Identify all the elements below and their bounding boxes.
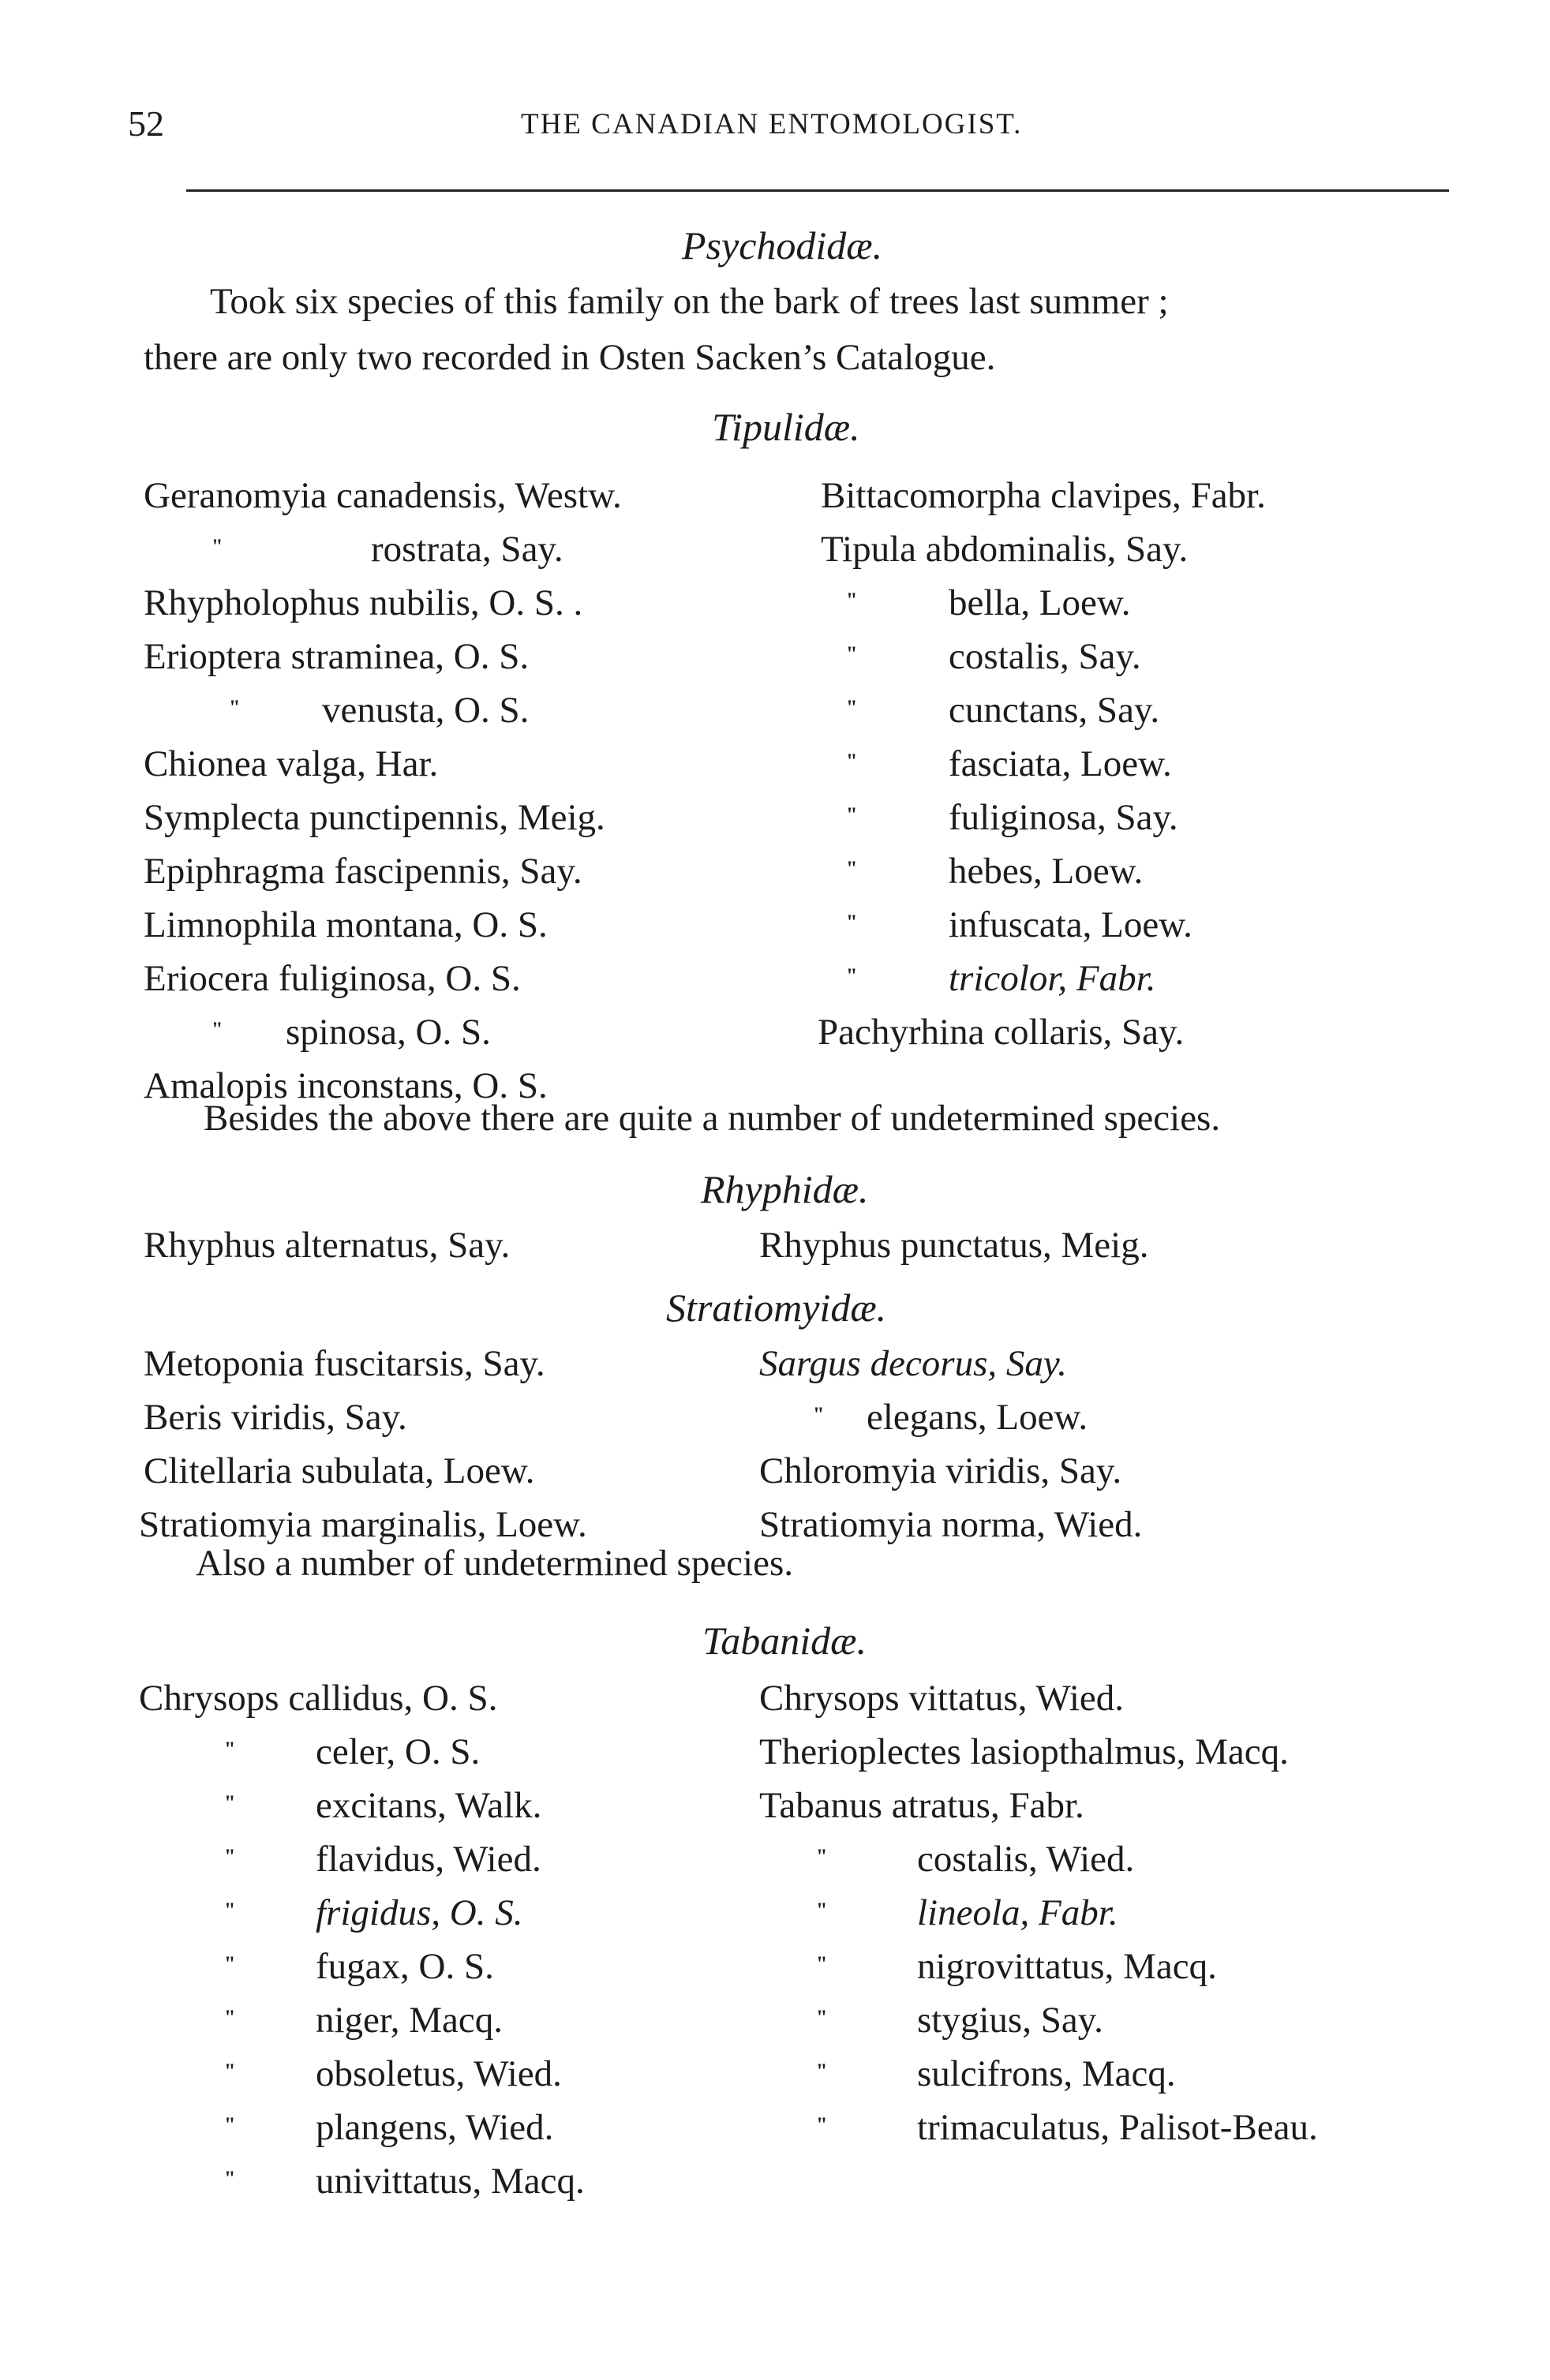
species-entry: Rhyphus punctatus, Meig. <box>759 1225 1149 1266</box>
species-entry: bella, Loew. <box>949 582 1131 623</box>
ditto-mark: " <box>224 1952 236 1975</box>
species-entry: Symplecta punctipennis, Meig. <box>144 797 605 838</box>
ditto-mark: " <box>846 857 858 880</box>
species-entry: rostrata, Say. <box>371 529 563 570</box>
species-entry: plangens, Wied. <box>316 2107 554 2148</box>
ditto-mark: " <box>816 1845 828 1868</box>
species-entry: fasciata, Loew. <box>949 743 1172 784</box>
species-entry: Geranomyia canadensis, Westw. <box>144 475 622 516</box>
ditto-mark: " <box>229 696 241 719</box>
header-rule <box>186 189 1449 192</box>
paragraph-line: Also a number of undetermined species. <box>196 1543 794 1584</box>
species-entry: trimaculatus, Palisot-Beau. <box>917 2107 1318 2148</box>
species-entry: Tabanus atratus, Fabr. <box>759 1785 1084 1826</box>
ditto-mark: " <box>846 589 858 612</box>
ditto-mark: " <box>212 535 223 558</box>
species-entry: Chionea valga, Har. <box>144 743 439 784</box>
species-entry: costalis, Say. <box>949 636 1141 677</box>
species-entry: Rhyphus alternatus, Say. <box>144 1225 511 1266</box>
ditto-mark: " <box>224 2167 236 2190</box>
species-entry: elegans, Loew. <box>867 1397 1088 1438</box>
species-entry: frigidus, O. S. <box>316 1892 523 1933</box>
ditto-mark: " <box>846 750 858 773</box>
section-heading-tabanidae: Tabanidæ. <box>702 1618 867 1663</box>
species-entry: nigrovittatus, Macq. <box>917 1946 1217 1987</box>
section-heading-stratiomyidae: Stratiomyidæ. <box>666 1285 887 1330</box>
species-entry: Eriocera fuliginosa, O. S. <box>144 958 521 999</box>
page-number: 52 <box>128 103 164 144</box>
section-heading-tipulidae: Tipulidæ. <box>712 405 860 449</box>
species-entry: Chloromyia viridis, Say. <box>759 1450 1122 1491</box>
ditto-mark: " <box>224 2006 236 2029</box>
species-entry: Epiphragma fascipennis, Say. <box>144 851 582 892</box>
species-entry: infuscata, Loew. <box>949 904 1192 945</box>
ditto-mark: " <box>816 2060 828 2082</box>
ditto-mark: " <box>816 1952 828 1975</box>
ditto-mark: " <box>816 2006 828 2029</box>
running-title: THE CANADIAN ENTOMOLOGIST. <box>521 108 1023 140</box>
species-entry: obsoletus, Wied. <box>316 2053 562 2094</box>
species-entry: Erioptera straminea, O. S. <box>144 636 530 677</box>
species-entry: univittatus, Macq. <box>316 2161 585 2202</box>
species-entry: Chrysops vittatus, Wied. <box>759 1678 1125 1719</box>
ditto-mark: " <box>224 1899 236 1922</box>
species-entry: Beris viridis, Say. <box>144 1397 407 1438</box>
species-entry: celer, O. S. <box>316 1731 481 1772</box>
species-entry: cunctans, Say. <box>949 690 1160 731</box>
ditto-mark: " <box>816 2113 828 2136</box>
species-entry: niger, Macq. <box>316 2000 503 2041</box>
ditto-mark: " <box>813 1403 825 1426</box>
ditto-mark: " <box>224 1738 236 1761</box>
species-entry: sulcifrons, Macq. <box>917 2053 1176 2094</box>
species-entry: Sargus decorus, Say. <box>759 1343 1067 1384</box>
section-heading-rhyphidae: Rhyphidæ. <box>701 1167 869 1211</box>
species-entry: venusta, O. S. <box>322 690 530 731</box>
species-entry: Limnophila montana, O. S. <box>144 904 548 945</box>
species-entry: costalis, Wied. <box>917 1839 1135 1880</box>
species-entry: Clitellaria subulata, Loew. <box>144 1450 535 1491</box>
ditto-mark: " <box>224 2060 236 2082</box>
species-entry: Therioplectes lasiopthalmus, Macq. <box>759 1731 1289 1772</box>
species-entry: Tipula abdominalis, Say. <box>821 529 1189 570</box>
species-entry: Chrysops callidus, O. S. <box>139 1678 498 1719</box>
species-entry: excitans, Walk. <box>316 1785 542 1826</box>
species-entry: Rhypholophus nubilis, O. S. . <box>144 582 583 623</box>
species-entry: Metoponia fuscitarsis, Say. <box>144 1343 545 1384</box>
ditto-mark: " <box>212 1018 223 1041</box>
species-entry: Bittacomorpha clavipes, Fabr. <box>821 475 1266 516</box>
species-entry: stygius, Say. <box>917 2000 1103 2041</box>
ditto-mark: " <box>846 642 858 665</box>
paragraph-line: there are only two recorded in Osten Sacken’s Catalogue. <box>144 337 996 378</box>
species-entry: Stratiomyia marginalis, Loew. <box>139 1504 587 1545</box>
paragraph-line: Besides the above there are quite a number of undetermined species. <box>204 1098 1221 1139</box>
ditto-mark: " <box>846 964 858 987</box>
species-entry: hebes, Loew. <box>949 851 1144 892</box>
paragraph-line: Took six species of this family on the bark of trees last summer ; <box>210 281 1169 322</box>
species-entry: flavidus, Wied. <box>316 1839 541 1880</box>
species-entry: fuliginosa, Say. <box>949 797 1178 838</box>
ditto-mark: " <box>224 2113 236 2136</box>
species-entry: Pachyrhina collaris, Say. <box>818 1012 1185 1053</box>
ditto-mark: " <box>224 1845 236 1868</box>
section-heading-psychodidae: Psychodidæ. <box>682 223 883 268</box>
species-entry: fugax, O. S. <box>316 1946 494 1987</box>
species-entry: lineola, Fabr. <box>917 1892 1118 1933</box>
species-entry: Amalopis inconstans, O. S. <box>144 1065 548 1106</box>
ditto-mark: " <box>846 911 858 934</box>
ditto-mark: " <box>846 696 858 719</box>
ditto-mark: " <box>846 803 858 826</box>
ditto-mark: " <box>224 1791 236 1814</box>
species-entry: Stratiomyia norma, Wied. <box>759 1504 1143 1545</box>
ditto-mark: " <box>816 1899 828 1922</box>
species-entry: spinosa, O. S. <box>286 1012 491 1053</box>
species-entry: tricolor, Fabr. <box>949 958 1156 999</box>
